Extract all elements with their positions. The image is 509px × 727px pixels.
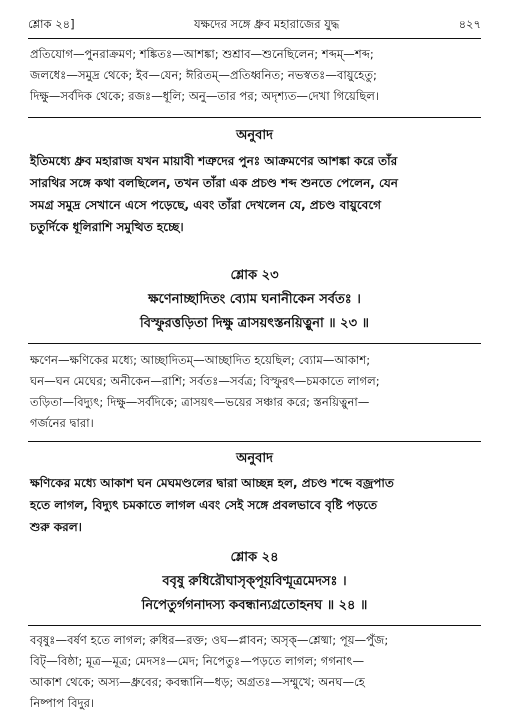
verse-label: শ্লোক ২৩: [230, 268, 279, 283]
verse-line: ববৃষু রুধিরৌঘাসৃক্পূয়বিণ্মূত্রমেদসঃ ।: [162, 574, 347, 589]
synonym-line: দিক্ষু—সর্বদিক থেকে; রজঃ—ধূলি; অনু—তার পর; অদৃশ্যত—দেখা গিয়েছিল।: [30, 89, 380, 103]
synonym-line: ববৃষুঃ—বর্ষণ হতে লাগল; রুধির—রক্ত; ওঘ—প্লাবন; অসৃক্—শ্লেষ্মা; পূয়—পুঁজ;: [30, 633, 389, 647]
verse-label: শ্লোক ২৪: [230, 550, 279, 565]
header-rule: [28, 38, 481, 39]
synonym-line: প্রতিযোগ—পুনরাক্রমণ; শঙ্কিতঃ—আশঙ্কা; শুশ্রাব—শুনেছিলেন; শব্দম্—শব্দ;: [30, 47, 374, 61]
verse-line: ক্ষণেনাচ্ছাদিতং ব্যোম ঘনানীকেন সর্বতঃ ।: [148, 292, 361, 307]
section-divider: [28, 343, 481, 344]
synonym-line: তড়িতা—বিদ্যুৎ; দিক্ষু—সর্বদিকে; ত্রাসয়ৎ—ভয়ের সঞ্চার করে; স্তনয়িত্নুনা—: [30, 395, 370, 409]
translation-line: সারথির সঙ্গে কথা বলছিলেন, তখন তাঁরা এক প্রচণ্ড শব্দ শুনতে পেলেন, যেন: [30, 176, 398, 190]
synonym-line: গর্জনের দ্বারা।: [30, 416, 94, 430]
header-page-number: ৪২৭: [458, 16, 481, 31]
synonyms-paragraph-24: [30, 630, 480, 714]
translation-line: শুরু করল।: [30, 520, 82, 534]
synonym-line: বিট্—বিষ্ঠা; মূত্র—মূত্র; মেদসঃ—মেদ; নিপেতুঃ—পড়তে লাগল; গগনাৎ—: [30, 654, 365, 668]
header-verse-ref: শ্লোক ২৪]: [28, 16, 75, 31]
translation-line: সমগ্র সমুদ্র সেখানে এসে পড়েছে, এবং তাঁরা দেখলেন যে, প্রচণ্ড বায়ুবেগে: [30, 198, 382, 212]
section-divider: [28, 441, 481, 442]
verse-line: নিপেতুর্গগনাদস্য কবন্ধান্যগ্রতোহনঘ ॥ ২৪ ॥: [141, 598, 368, 613]
verse-text: [0, 288, 509, 336]
synonym-line: আকাশ থেকে; অস্য—ধ্রুবের; কবন্ধানি—ধড়; অগ্রতঃ—সম্মুখে; অনঘ—হে: [30, 675, 365, 689]
translation-heading: অনুবাদ: [236, 451, 273, 466]
section-divider: [28, 625, 481, 626]
synonyms-paragraph-top: [30, 44, 480, 107]
verse-text: [0, 570, 509, 618]
translation-paragraph: [30, 150, 480, 238]
running-header: [28, 16, 481, 34]
synonym-line: ক্ষণেন—ক্ষণিকের মধ্যে; আচ্ছাদিতম্—আচ্ছাদিত হয়েছিল; ব্যোম—আকাশ;: [30, 353, 371, 367]
synonym-line: ঘন—ঘন মেঘের; অনীকেন—রাশি; সর্বতঃ—সর্বত্র; বিস্ফুরৎ—চমকাতে লাগল;: [30, 374, 380, 388]
synonym-line: জলধেঃ—সমুদ্র থেকে; ইব—যেন; ঈরিতম্—প্রতিধ্বনিত; নভস্বতঃ—বায়ুহেতু;: [30, 68, 377, 82]
synonyms-paragraph-23: [30, 350, 480, 434]
translation-heading: অনুবাদ: [236, 128, 273, 143]
translation-line: চতুর্দিকে ধূলিরাশি সমুত্থিত হচ্ছে।: [30, 220, 184, 234]
synonym-line: নিষ্পাপ বিদুর।: [30, 696, 95, 710]
header-chapter-title: যক্ষদের সঙ্গে ধ্রুব মহারাজের যুদ্ধ: [193, 16, 340, 31]
verse-line: বিস্ফুরত্তড়িতা দিক্ষু ত্রাসয়ৎস্তনয়িত্নুনা ॥ ২৩ ॥: [140, 316, 369, 331]
translation-line: ক্ষণিকের মধ্যে আকাশ ঘন মেঘমণ্ডলের দ্বারা আচ্ছন্ন হল, প্রচণ্ড শব্দে বজ্রপাত: [30, 476, 394, 490]
translation-line: হতে লাগল, বিদ্যুৎ চমকাতে লাগল এবং সেই সঙ্গে প্রবলভাবে বৃষ্টি পড়তে: [30, 498, 378, 512]
translation-paragraph: [30, 472, 480, 538]
section-divider: [28, 117, 481, 118]
translation-line: ইতিমধ্যে ধ্রুব মহারাজ যখন মায়াবী শত্রুদের পুনঃ আক্রমণের আশঙ্কা করে তাঁর: [30, 154, 398, 168]
